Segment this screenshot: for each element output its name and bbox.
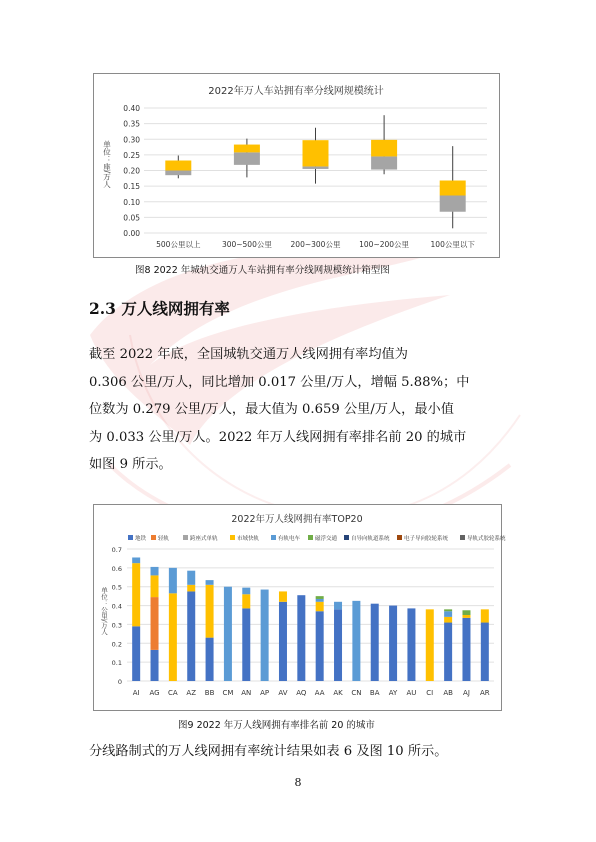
bar-segment xyxy=(316,611,324,681)
x-tick-label: 100~200公里 xyxy=(359,240,410,249)
bar-segment xyxy=(444,609,452,611)
bar-segment xyxy=(334,609,342,681)
bar-segment xyxy=(151,597,159,650)
bar-segment xyxy=(426,609,434,681)
figure-8-boxplot xyxy=(93,73,500,258)
legend-swatch xyxy=(397,535,402,540)
x-tick-label: AV xyxy=(278,689,288,697)
x-tick-label: CI xyxy=(426,689,434,697)
box-lower-quartile xyxy=(165,171,191,176)
legend-swatch xyxy=(460,535,465,540)
bar-segment xyxy=(132,563,140,626)
legend-swatch xyxy=(308,535,313,540)
paragraph-2: 分线路制式的万人线网拥有率统计结果如表 6 及图 10 所示。 xyxy=(89,744,448,759)
x-tick-label: CA xyxy=(168,689,178,697)
bar-chart-svg xyxy=(94,505,506,710)
chart-title: 2022年万人车站拥有率分线网规模统计 xyxy=(208,86,384,97)
y-tick-label: 0.5 xyxy=(111,583,122,592)
bar-segment xyxy=(151,567,159,575)
bar-segment xyxy=(187,585,195,592)
bar-segment xyxy=(481,623,489,681)
x-tick-label: AB xyxy=(443,689,453,697)
bar-segment xyxy=(187,591,195,681)
legend-label: 市域快轨 xyxy=(237,536,260,542)
y-tick-label: 0 xyxy=(117,678,122,686)
legend-label: 轻轨 xyxy=(158,536,170,542)
box-lower-quartile xyxy=(440,196,466,212)
y-tick-label: 0.35 xyxy=(123,119,140,129)
y-tick-label: 0.7 xyxy=(111,546,122,554)
x-tick-label: 500公里以上 xyxy=(156,240,201,249)
x-tick-label: CN xyxy=(351,689,362,697)
figure-9-bar-chart xyxy=(93,504,506,711)
y-axis-label: 单位：座/万人 xyxy=(102,140,112,189)
bar-segment xyxy=(462,610,470,615)
bar-segment xyxy=(481,609,489,622)
bar-segment xyxy=(132,626,140,681)
bar-segment xyxy=(389,606,397,681)
legend-label: 跨座式单轨 xyxy=(190,536,218,542)
y-tick-label: 0.30 xyxy=(123,135,140,145)
legend-label: 有轨电车 xyxy=(278,536,301,542)
x-tick-label: AA xyxy=(314,689,325,697)
bar-segment xyxy=(224,587,232,681)
x-tick-label: AZ xyxy=(186,689,197,697)
x-tick-label: AJ xyxy=(463,689,470,697)
bar-segment xyxy=(407,608,415,681)
paragraph-line: 位数为 0.279 公里/万人，最大值为 0.659 公里/万人，最小值 xyxy=(89,402,454,417)
x-tick-label: BA xyxy=(369,689,380,697)
y-tick-label: 0.2 xyxy=(111,640,122,649)
box-lower-quartile xyxy=(234,152,260,165)
legend-label: 电子导向胶轮系统 xyxy=(404,536,449,542)
legend-swatch xyxy=(230,535,235,540)
y-tick-label: 0.6 xyxy=(111,564,122,573)
y-axis-label: 单位：公里/万人 xyxy=(100,587,108,635)
y-tick-label: 0.00 xyxy=(123,229,140,238)
paragraph-line: 0.306 公里/万人，同比增加 0.017 公里/万人，增幅 5.88%；中 xyxy=(89,374,470,390)
figure-8-caption: 图8 2022 年城轨交通万人车站拥有率分线网规模统计箱型图 xyxy=(135,265,390,276)
box-upper-quartile xyxy=(165,161,191,171)
bar-segment xyxy=(151,575,159,597)
box-upper-quartile xyxy=(234,145,260,153)
page-number: 8 xyxy=(294,776,302,789)
bar-segment xyxy=(206,638,214,681)
bar-segment xyxy=(297,595,305,681)
x-tick-label: 300~500公里 xyxy=(221,240,272,249)
x-tick-label: AN xyxy=(241,689,252,697)
legend-label: 导轨式胶轮系统 xyxy=(467,536,506,542)
box-upper-quartile xyxy=(440,181,466,196)
bar-segment xyxy=(187,571,195,585)
bar-segment xyxy=(352,601,360,681)
x-tick-label: AG xyxy=(149,689,160,697)
bar-segment xyxy=(444,623,452,681)
bar-segment xyxy=(169,593,177,681)
bar-segment xyxy=(206,580,214,585)
x-tick-label: 100公里以下 xyxy=(430,240,475,249)
bar-segment xyxy=(279,602,287,681)
x-tick-label: AP xyxy=(260,689,270,697)
x-tick-label: 200~300公里 xyxy=(290,240,341,249)
bar-segment xyxy=(371,604,379,681)
y-tick-label: 0.10 xyxy=(123,197,140,207)
y-tick-label: 0.4 xyxy=(111,602,122,611)
x-tick-label: AK xyxy=(333,689,343,697)
y-tick-label: 0.40 xyxy=(123,104,140,113)
y-tick-label: 0.1 xyxy=(111,659,122,668)
y-tick-label: 0.20 xyxy=(123,166,140,176)
bar-segment xyxy=(132,557,140,563)
bar-segment xyxy=(316,602,324,611)
paragraph-line: 为 0.033 公里/万人。2022 年万人线网拥有率排名前 20 的城市 xyxy=(89,429,467,445)
bar-segment xyxy=(242,608,250,681)
x-tick-label: AQ xyxy=(296,689,307,697)
paragraph-line: 截至 2022 年底，全国城轨交通万人线网拥有率均值为 xyxy=(89,347,408,362)
bar-segment xyxy=(462,618,470,681)
bar-segment xyxy=(444,611,452,617)
x-tick-label: AU xyxy=(406,689,417,697)
bar-segment xyxy=(261,590,269,681)
legend-label: 磁浮交通 xyxy=(315,536,338,542)
bar-segment xyxy=(462,615,470,618)
legend-swatch xyxy=(183,535,188,540)
bar-segment xyxy=(169,568,177,593)
section-heading: 2.3 万人线网拥有率 xyxy=(89,299,230,318)
box-upper-quartile xyxy=(303,140,329,166)
x-tick-label: AR xyxy=(479,689,490,697)
legend-swatch xyxy=(151,535,156,540)
bar-segment xyxy=(316,596,324,599)
boxplot-svg xyxy=(94,74,499,257)
box-lower-quartile xyxy=(303,166,329,169)
bar-segment xyxy=(334,602,342,610)
box-upper-quartile xyxy=(371,140,397,157)
x-tick-label: AI xyxy=(132,689,140,697)
x-tick-label: AY xyxy=(388,689,398,697)
y-tick-label: 0.25 xyxy=(123,150,140,160)
paragraph-1 xyxy=(89,341,509,479)
bar-segment xyxy=(279,591,287,601)
y-tick-label: 0.3 xyxy=(111,621,122,630)
bar-segment xyxy=(444,617,452,623)
legend-swatch xyxy=(128,535,133,540)
bar-segment xyxy=(316,599,324,602)
paragraph-line: 如图 9 所示。 xyxy=(89,457,172,472)
bar-segment xyxy=(242,594,250,608)
bar-segment xyxy=(206,585,214,638)
figure-9-caption: 图9 2022 年万人线网拥有率排名前 20 的城市 xyxy=(178,720,375,731)
legend-swatch xyxy=(344,535,349,540)
box-lower-quartile xyxy=(371,156,397,169)
bar-segment xyxy=(242,588,250,595)
bar-segment xyxy=(151,650,159,681)
legend-label: 自导向轨道系统 xyxy=(351,536,390,542)
x-tick-label: BB xyxy=(204,689,215,697)
chart-title: 2022年万人线网拥有率TOP20 xyxy=(231,514,363,525)
y-tick-label: 0.05 xyxy=(123,213,140,223)
legend-label: 地铁 xyxy=(135,536,147,542)
legend-swatch xyxy=(271,535,276,540)
x-tick-label: CM xyxy=(222,689,234,697)
y-tick-label: 0.15 xyxy=(123,182,140,192)
